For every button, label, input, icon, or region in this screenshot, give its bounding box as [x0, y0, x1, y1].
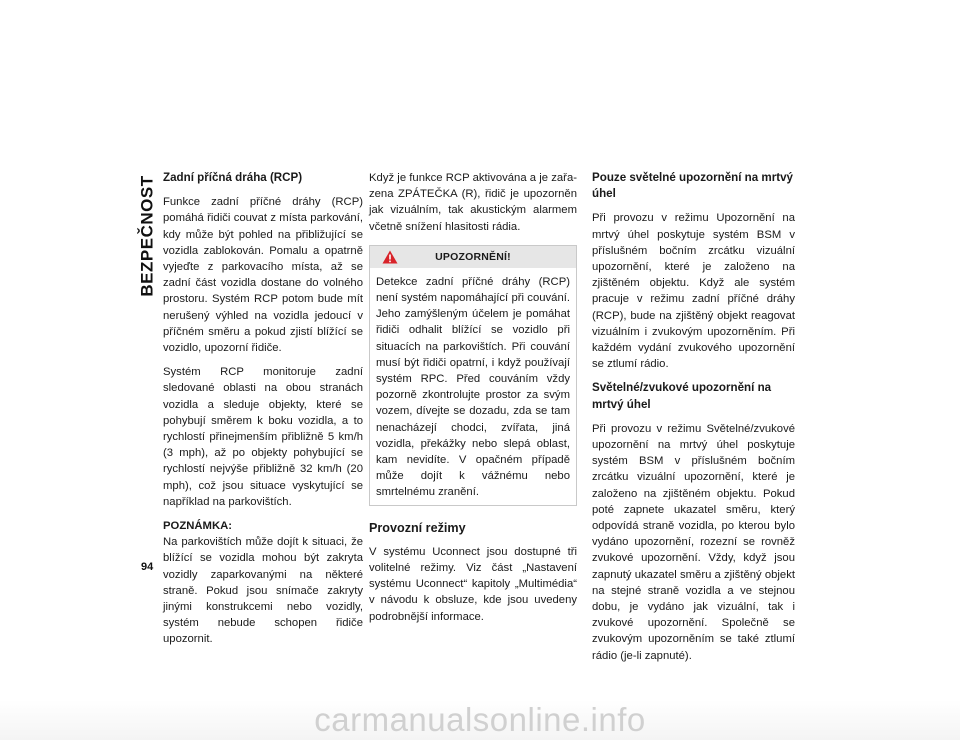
visual-audible-paragraph: Při provozu v režimu Světelné/zvukové upozornění na mrtvý úhel poskytuje systém BSM v příslušném bočním zrcátku vizuální upozornění, které je založeno na zjištěném objektu. Pokud poté zapnete ukazatel směru, který odpovídá straně vozidla, po kterou bylo vydáno upozornění, rozezní se rovněž zvukové upozornění. Vždy, když jsou zapnutý ukazatel směru a zjištěný objekt na stejné straně vozidla a ve stejnou dobu, je vydáno jak vizuální, tak i zvukové upozornění. Společně se zvukovým upozorněním se také ztlumí rádio (je-li zapnuté).	[592, 422, 795, 662]
visual-only-paragraph: Při provozu v režimu Upozornění na mrtvý úhel poskytuje systém BSM v příslušném bočním zrcátku vizuální upozornění, které je založeno na zjištěném objektu. Když ale systém pracuje v režimu zadní příčné dráhy (RCP), bude na zjištěný objekt reagovat vizuálním i zvukovým upozorněním. Při každém vydání zvukového upozornění se ztlumí rádio.	[592, 212, 795, 371]
rcp-monitoring-paragraph: Systém RCP monitoruje zadní sledované oblasti na obou stranách vozidla a sleduje objekty, které se pohybují směrem k boku vozidla, a to rychlostí přinejmenším přibližně 5 km/h (3 mph), až po objekty pohybující se rychlostí nejvýše přibližně 32 km/h (20 mph), což jsou situace vyskytující se například na parkovištích.	[163, 366, 363, 508]
note-text: Na parkovištích může dojít k situaci, že blížící se vozidla mohou být zakryta vozidly zaparkovanými na některé straně. Pokud jsou snímače zakryty jinými konstrukcemi nebo vozidly, systém nebude schopen řidiče upozornit.	[163, 536, 363, 646]
warning-box	[369, 245, 577, 506]
warning-text: Detekce zadní příčné dráhy (RCP) není systém napomáhající při couvání. Jeho zamýšleným účelem je pomáhat řidiči odhalit blížící se vozidlo při situacích na parkovištích. Při couvání musí být řidiči opatrní, i když používají systém RPC. Před couváním vždy pozorně zkontrolujte prostor za svým vozem, dívejte se dozadu, zda se tam nenacházejí chodci, zvířata, jiná vozidla, překážky nebo slepá oblast, kam nevidíte. V opačném případě může dojít k vážnému nebo smrtelnému zranění.	[376, 275, 570, 499]
visual-audible-heading: Světelné/zvukové upozornění na mrtvý úhel	[592, 381, 772, 411]
rcp-activation-paragraph: Když je funkce RCP aktivována a je zařazena ZPÁTEČKA (R), řidič je upozorněn jak vizuálním, tak akustickým alarmem včetně snížení hlasitosti rádia.	[369, 172, 577, 233]
note-block	[163, 518, 363, 648]
warning-triangle-icon	[382, 250, 398, 264]
note-label: POZNÁMKA:	[163, 520, 233, 533]
watermark: carmanualsonline.info	[0, 700, 960, 740]
column-1	[163, 170, 363, 656]
operating-modes-heading: Provozní režimy	[369, 520, 466, 535]
section-tab	[128, 170, 168, 302]
rcp-heading: Zadní příčná dráha (RCP)	[163, 171, 303, 184]
column-2	[369, 170, 577, 633]
warning-body	[370, 268, 576, 505]
warning-header	[370, 246, 576, 268]
section-tab-label: BEZPEČNOST	[138, 175, 157, 297]
rcp-intro-paragraph: Funkce zadní příčné dráhy (RCP) pomáhá řidiči couvat z místa parkování, kdy může být pohled na přibližující se vozidla zablokován. Pomalu a opatrně vyjeďte z parkovacího místa, až se zadní část vozidla dostane do volného prostoru. Systém RCP potom bude mít nerušený výhled na vozidla jedoucí v příčném směru a pokud zjistí blížící se vozidlo, upozorní řidiče.	[163, 196, 363, 355]
page-number: 94	[141, 561, 154, 573]
visual-only-heading: Pouze světelné upozornění na mrtvý úhel	[592, 171, 794, 201]
operating-modes-paragraph: V systému Uconnect jsou dostupné tři volitelné režimy. Viz část „Nastavení systému Uconnect“ kapitoly „Multimédia“ v návodu k obsluze, kde jsou uvedeny podrobnější informace.	[369, 545, 577, 623]
column-3	[592, 170, 795, 672]
warning-title: UPOZORNĚNÍ!	[435, 250, 511, 263]
